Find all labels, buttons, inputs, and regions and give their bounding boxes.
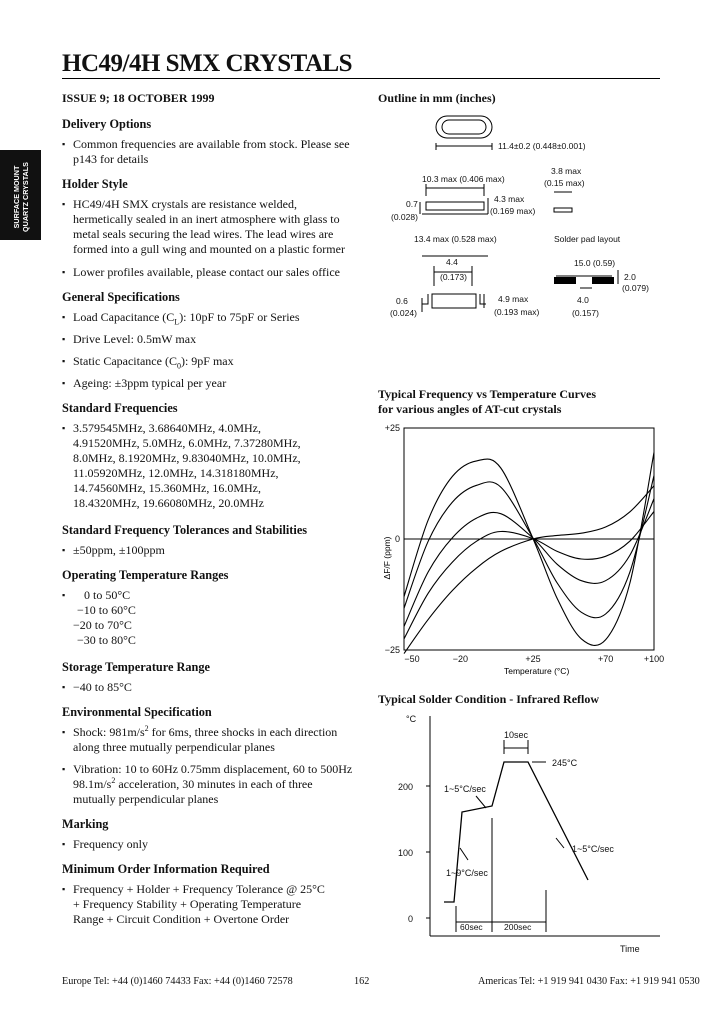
outline-drawing (376, 108, 666, 323)
order-heading: Minimum Order Information Required (62, 862, 270, 876)
delivery-bullet: ▪ Common frequencies are available from stock. Please see p143 for details (62, 137, 354, 167)
solder-y-tick-100: 100 (398, 848, 414, 858)
marking-heading: Marking (62, 817, 109, 831)
crystal-front-view (432, 294, 476, 308)
vibration-spec: ▪ Vibration: 10 to 60Hz 0.75mm displacement, 60 to 500Hz $98.1m/s^2$ acceleration, 30 minutes in each of three mutually perpendicular planes (62, 762, 354, 807)
solder-title: Typical Solder Condition - Infrared Reflow (378, 692, 600, 706)
label-ramp-3: 1~5°C/sec (572, 844, 614, 854)
drive-level: ▪ Drive Level: 0.5mW max (62, 332, 354, 347)
load-capacitance: ▪ Load Capacitance $(C_L)$: 10pF to 75pF or Series (62, 310, 354, 325)
dim-lead-a: 0.6 (396, 296, 408, 306)
dim-pad-height-a: 2.0 (624, 272, 636, 282)
chart-subtitle: for various angles of AT-cut crystals (378, 402, 562, 416)
dim-thickness-b: (0.028) (391, 212, 418, 222)
title-rule (62, 78, 660, 79)
dim-pitch-a: 4.4 (446, 257, 458, 267)
frequencies-heading: Standard Frequencies (62, 401, 178, 415)
side-tab-line-2: QUARTZ CRYSTALS (21, 162, 30, 232)
footer (62, 976, 700, 987)
environmental-heading: Environmental Specification (62, 705, 212, 719)
frequency-line: ▪ 3.579545MHz, 3.68640MHz, 4.0MHz, (62, 421, 354, 436)
order-line: Range + Circuit Condition + Overtone Order (73, 912, 290, 926)
solder-y-tick-200: 200 (398, 782, 414, 792)
dim-total-height-b: (0.193 max) (494, 307, 540, 317)
operating-range: −20 to 70°C (73, 618, 132, 632)
x-axis-label: Temperature (°C) (504, 666, 570, 676)
side-tab-line-1: SURFACE MOUNT (12, 165, 21, 229)
series-curve-2 (404, 476, 654, 618)
y-tick-label: +25 (384, 423, 400, 433)
dim-lead-b: (0.024) (390, 308, 417, 318)
dim-pad-span: 15.0 (0.59) (574, 258, 616, 268)
solder-y-unit: °C (406, 714, 417, 724)
page-title: HC49/4H SMX CRYSTALS (62, 50, 353, 77)
side-tab (0, 150, 41, 240)
label-10sec: 10sec (504, 730, 529, 740)
label-200sec: 200sec (504, 922, 532, 932)
x-tick-label: +70 (597, 654, 614, 664)
tolerances-bullet: ▪ ±50ppm, ±100ppm (62, 543, 354, 558)
frequency-line: 18.4320MHz, 19.66080MHz, 20.0MHz (73, 496, 264, 510)
x-tick-label: +25 (525, 654, 541, 664)
crystal-end-view (554, 208, 572, 212)
y-axis-label: ΔF/F (ppm) (382, 536, 392, 580)
storage-heading: Storage Temperature Range (62, 660, 211, 674)
holder-heading: Holder Style (62, 177, 128, 191)
series-curve-3 (404, 499, 654, 627)
solder-profile-chart (380, 710, 670, 958)
label-ramp-1: 1~5°C/sec (444, 784, 486, 794)
label-ramp-2: 1~9°C/sec (446, 868, 488, 878)
operating-heading: Operating Temperature Ranges (62, 568, 229, 582)
dim-body-height-b: (0.169 max) (490, 206, 536, 216)
holder-bullet-2: ▪ Lower profiles available, please contact our sales office (62, 265, 354, 280)
general-heading: General Specifications (62, 290, 180, 304)
dim-total-height-a: 4.9 max (498, 294, 529, 304)
dim-thickness-a: 0.7 (406, 199, 418, 209)
static-capacitance: ▪ Static Capacitance $(C_0)$: 9pF max (62, 354, 354, 369)
operating-range: ▪ 0 to 50°C (62, 588, 354, 603)
frequency-line: 14.74560MHz, 15.360MHz, 16.0MHz, (73, 481, 261, 495)
x-tick-label: −20 (452, 654, 469, 664)
solder-pad-left (554, 277, 576, 284)
x-tick-label: +100 (643, 654, 665, 664)
operating-range: −10 to 60°C (77, 603, 136, 617)
label-60sec: 60sec (460, 922, 483, 932)
dim-overall-width: 13.4 max (0.528 max) (414, 234, 497, 244)
operating-range: −30 to 80°C (77, 633, 136, 647)
shock-spec: ▪ Shock: $981m/s^2$ for 6ms, three shocks in each direction along three mutually perpendicular planes (62, 725, 354, 755)
solder-pad-label: Solder pad layout (554, 234, 621, 244)
dim-width: 10.3 max (0.406 max) (422, 174, 505, 184)
tolerances-heading: Standard Frequency Tolerances and Stabilities (62, 523, 308, 537)
storage-bullet: ▪ −40 to 85°C (62, 680, 354, 695)
footer-americas: Americas Tel: +1 919 941 0430 Fax: +1 919 941 0530 (478, 976, 700, 987)
footer-europe: Europe Tel: +44 (0)1460 74433 Fax: +44 (0)1460 72578 (62, 976, 293, 987)
crystal-side-view (426, 202, 484, 210)
dim-pad-height-b: (0.079) (622, 283, 649, 293)
series-curve-5 (404, 486, 654, 654)
dim-pad-gap-b: (0.157) (572, 308, 599, 318)
solder-profile-curve (444, 762, 588, 902)
dim-body-height-a: 4.3 max (494, 194, 525, 204)
frequency-line: 4.91520MHz, 5.0MHz, 6.0MHz, 7.37280MHz, (73, 436, 301, 450)
solder-pad-right (592, 277, 614, 284)
order-line: + Frequency Stability + Operating Temperature (73, 897, 302, 911)
y-tick-label: 0 (394, 534, 400, 544)
chart-title: Typical Frequency vs Temperature Curves (378, 387, 596, 401)
delivery-heading: Delivery Options (62, 117, 152, 131)
frequency-temperature-chart (370, 418, 666, 680)
left-column (62, 91, 354, 927)
holder-bullet-1: ▪ HC49/4H SMX crystals are resistance welded, hermetically sealed in an inert atmosphere with glass to metal seals securing the lead wires. The lead wires are formed into a gull wing and mounted on a plastic former (62, 197, 354, 257)
order-line: ▪ Frequency + Holder + Frequency Tolerance @ 25°C (62, 882, 354, 897)
crystal-top-view (436, 116, 492, 138)
x-tick-label: −50 (404, 654, 420, 664)
y-tick-label: −25 (384, 645, 400, 655)
dim-pad-gap-a: 4.0 (577, 295, 589, 305)
frequency-line: 11.05920MHz, 12.0MHz, 14.318180MHz, (73, 466, 279, 480)
label-peak: 245°C (552, 758, 578, 768)
series-curve-1 (404, 452, 654, 645)
issue-line: ISSUE 9; 18 OCTOBER 1999 (62, 91, 215, 105)
dim-length: 11.4±0.2 (0.448±0.001) (498, 141, 586, 151)
dim-pitch-b: (0.173) (440, 272, 467, 282)
solder-y-tick-0: 0 (408, 914, 414, 924)
dim-height-a: 3.8 max (551, 166, 582, 176)
solder-x-label: Time (620, 944, 640, 954)
frequency-line: 8.0MHz, 8.1920MHz, 9.83040MHz, 10.0MHz, (73, 451, 301, 465)
page-number: 162 (354, 976, 370, 987)
ageing: ▪ Ageing: ±3ppm typical per year (62, 376, 354, 391)
dim-height-b: (0.15 max) (544, 178, 585, 188)
outline-title: Outline in mm (inches) (378, 91, 496, 105)
marking-bullet: ▪ Frequency only (62, 837, 354, 852)
